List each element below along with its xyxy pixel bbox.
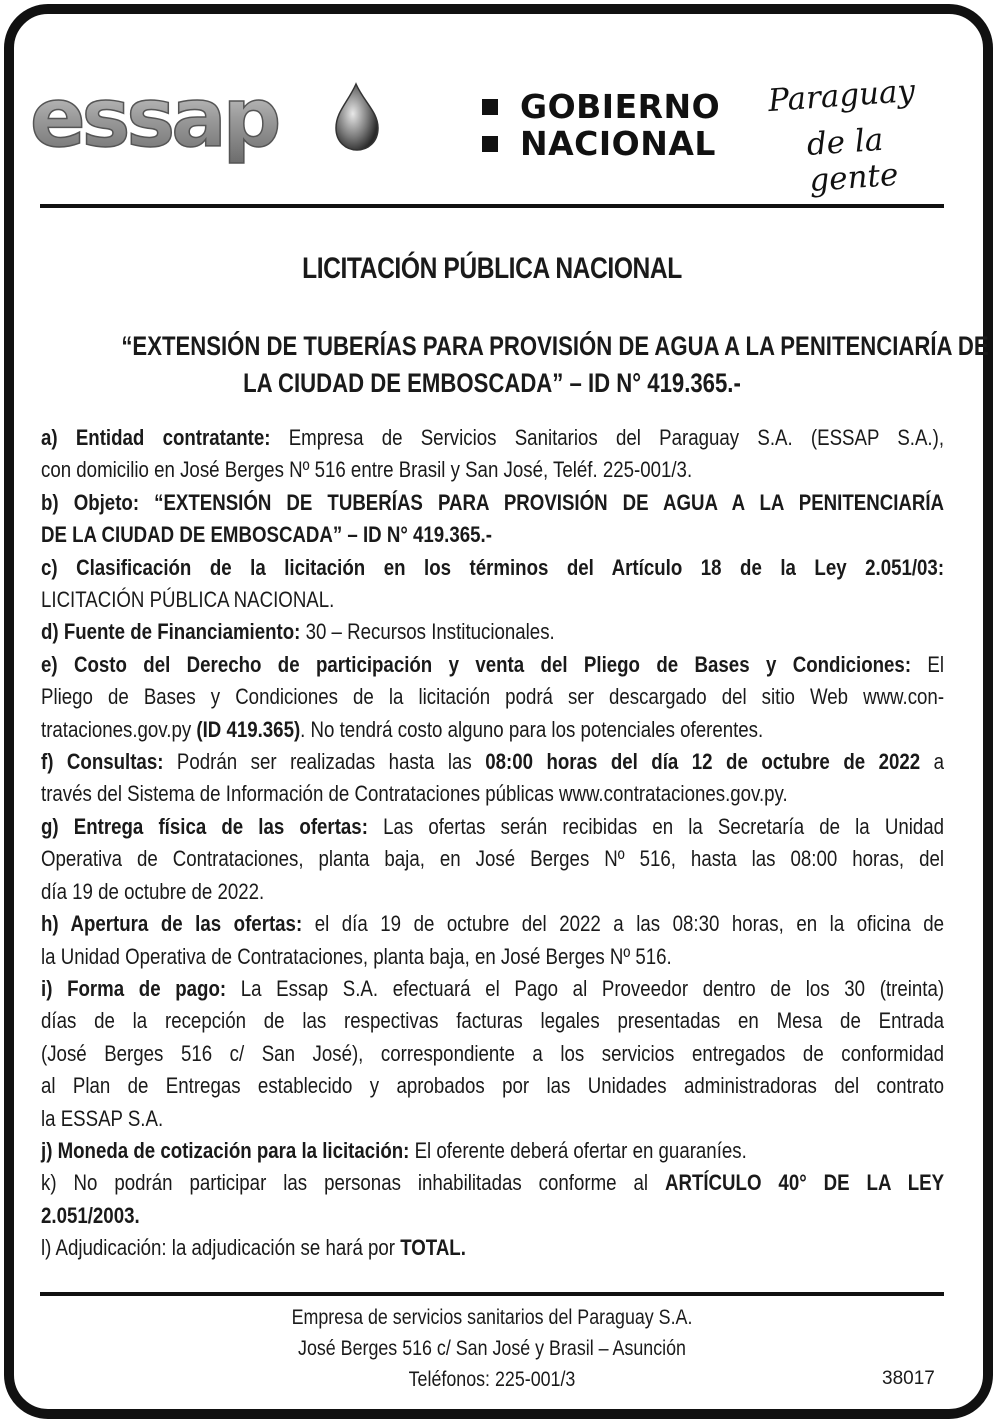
section-b-line1: b) Objeto: “EXTENSIÓN DE TUBERÍAS PARA PROVISIÓN DE AGUA A LA PENITENCIARÍA [41, 489, 945, 515]
footer-line2: José Berges 516 c/ San José y Brasil – Asunción [298, 1337, 686, 1360]
section-f-line2: través del Sistema de Información de Contrataciones públicas www.contrataciones.gov.py. [41, 781, 788, 807]
section-a-line2: con domicilio en José Berges Nº 516 entre Brasil y San José, Teléf. 225-001/3. [41, 457, 693, 483]
bottom-divider [40, 1292, 944, 1296]
water-drop-icon [336, 84, 378, 150]
section-i-line5: la ESSAP S.A. [41, 1105, 164, 1131]
slogan [762, 72, 952, 199]
section-h-line2: la Unidad Operativa de Contrataciones, planta baja, en José Berges Nº 516. [41, 943, 672, 969]
section-k-line2: 2.051/2003. [41, 1202, 140, 1228]
section-i-line2: días de la recepción de las respectivas facturas legales presentadas en Mesa de Entrada [41, 1008, 945, 1034]
subtitle-line2: LA CIUDAD DE EMBOSCADA” – ID N° 419.365.- [243, 368, 741, 398]
gobierno-line1: GOBIERNO [520, 87, 721, 126]
square-bullet-icon [482, 99, 498, 115]
section-a-line1: a) Entidad contratante: Empresa de Servicios Sanitarios del Paraguay S.A. (ESSAP S.A.), [41, 425, 945, 450]
section-i-line1: i) Forma de pago: La Essap S.A. efectuará el Pago al Proveedor dentro de los 30 (treinta) [41, 975, 945, 1001]
page-title: LICITACIÓN PÚBLICA NACIONAL [302, 252, 682, 285]
section-i-line3: (José Berges 516 c/ San José), correspondiente a los servicios entregados de conformidad [41, 1040, 945, 1066]
section-b-line2: DE LA CIUDAD DE EMBOSCADA” – ID N° 419.365.- [41, 522, 492, 548]
header [30, 72, 950, 199]
section-g-line1: g) Entrega física de las ofertas: Las ofertas serán recibidas en la Secretaría de la Unidad [41, 813, 945, 839]
notice-body [41, 422, 944, 1265]
essap-logo-icon [30, 78, 390, 174]
page-subtitle [40, 328, 989, 402]
section-d: d) Fuente de Financiamiento: 30 – Recursos Institucionales. [41, 619, 555, 645]
square-bullet-icon [482, 136, 498, 152]
gobierno-nacional-logo [482, 88, 720, 162]
section-e-line2: Pliego de Bases y Condiciones de la licitación podrá ser descargado del sitio Web www.con- [41, 684, 945, 710]
top-divider [40, 204, 944, 208]
footer [40, 1302, 944, 1395]
essap-logo [30, 78, 390, 174]
ad-code: 38017 [882, 1368, 935, 1389]
footer-line3: Teléfonos: 225-001/3 [408, 1368, 576, 1391]
section-j: j) Moneda de cotización para la licitación: El oferente deberá ofertar en guaraníes. [41, 1137, 747, 1163]
section-i-line4: al Plan de Entregas establecido y aprobados por las Unidades administradoras del contrato [41, 1073, 945, 1099]
section-e-line1: e) Costo del Derecho de participación y venta del Pliego de Bases y Condiciones: El [41, 651, 945, 677]
section-g-line2: Operativa de Contrataciones, planta baja, en José Berges Nº 516, hasta las 08:00 horas, del [41, 846, 945, 872]
section-h-line1: h) Apertura de las ofertas: el día 19 de octubre del 2022 a las 08:30 horas, en la oficina de [41, 911, 945, 937]
section-c-line2: LICITACIÓN PÚBLICA NACIONAL. [41, 587, 335, 613]
subtitle-line1: “EXTENSIÓN DE TUBERÍAS PARA PROVISIÓN DE AGUA A LA PENITENCIARÍA DE [121, 331, 989, 361]
slogan-line1: Paraguay [766, 72, 917, 120]
section-c-line1: c) Clasificación de la licitación en los términos del Artículo 18 de la Ley 2.051/03: [41, 554, 945, 580]
section-l: l) Adjudicación: la adjudicación se hará por TOTAL. [41, 1235, 466, 1261]
gobierno-line2: NACIONAL [520, 124, 716, 163]
section-e-line3: trataciones.gov.py (ID 419.365). No tendrá costo alguno para los potenciales oferentes. [41, 716, 764, 742]
footer-line1: Empresa de servicios sanitarios del Paraguay S.A. [291, 1306, 693, 1329]
section-g-line3: día 19 de octubre de 2022. [41, 878, 265, 904]
section-k-line1: k) No podrán participar las personas inhabilitadas conforme al ARTÍCULO 40° DE LA LEY [41, 1170, 945, 1196]
slogan-line2: de la gente [805, 121, 900, 199]
section-f-line1: f) Consultas: Podrán ser realizadas hasta las 08:00 horas del día 12 de octubre de 2022 a [41, 749, 945, 775]
logo-text: essap [30, 78, 278, 166]
